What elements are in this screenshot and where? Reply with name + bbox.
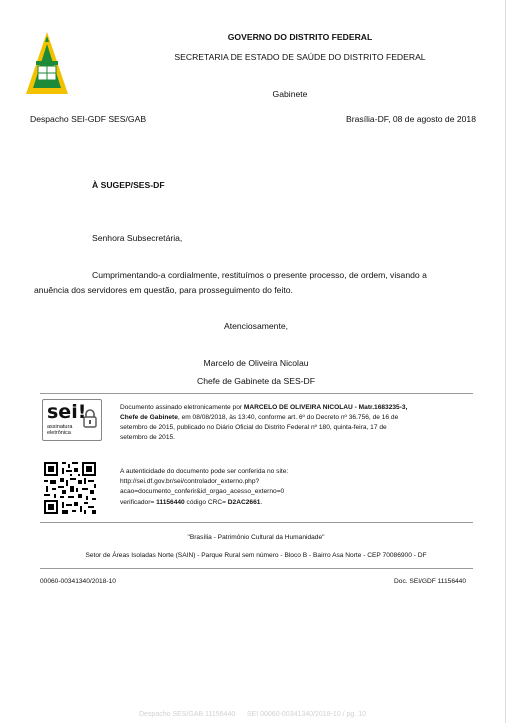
process-reference: 00060-00341340/2018-10 xyxy=(40,578,116,585)
signer-name-bold: MARCELO DE OLIVEIRA NICOLAU - Matr.1683235-3, xyxy=(243,404,408,411)
signature-line-2 xyxy=(120,413,398,422)
document-reference: Despacho SEI-GDF SES/GAB xyxy=(30,114,147,124)
document-number: Doc. SEI/GDF 11156440 xyxy=(394,578,466,585)
signer-title: Chefe de Gabinete da SES-DF xyxy=(197,376,315,386)
paragraph-line-1: Cumprimentando-a cordialmente, restituímos o presente processo, de ordem, visando a xyxy=(92,270,427,280)
qr-code xyxy=(42,460,98,516)
divider xyxy=(40,568,473,569)
sei-logo-text: sei! xyxy=(47,401,87,423)
signer-role-bold: Chefe de Gabinete xyxy=(120,414,178,421)
paragraph-line-2: anuência dos servidores em questão, para prosseguimento do feito. xyxy=(34,285,293,295)
signature-line-1a: Documento assinado eletronicamente por xyxy=(120,404,244,411)
page-edge xyxy=(505,0,506,723)
header-secretariat: SECRETARIA DE ESTADO DE SAÚDE DO DISTRITO FEDERAL xyxy=(174,52,426,62)
closing: Atenciosamente, xyxy=(223,321,288,331)
place-date: Brasília-DF, 08 de agosto de 2018 xyxy=(346,114,476,124)
verification-line-1: A autenticidade do documento pode ser conferida no site: xyxy=(120,468,289,475)
coat-of-arms-logo xyxy=(24,30,70,100)
verifier-label: verificador= xyxy=(120,499,157,506)
signature-line-3: setembro de 2015, publicado no Diário Oficial do Distrito Federal nº 180, quinta-feira, 17 de xyxy=(120,424,387,431)
salutation: Senhora Subsecretária, xyxy=(92,233,183,243)
verification-url-line-1: http://sei.df.gov.br/sei/controlador_externo.php? xyxy=(120,478,260,485)
signature-line-2b: , em 08/08/2018, às 13:40, conforme art. 6º do Decreto nº 36.756, de 16 de xyxy=(177,414,399,421)
footer-motto: "Brasília - Patrimônio Cultural da Humanidade" xyxy=(187,534,325,541)
verifier-code: 11156440 xyxy=(156,499,185,506)
divider xyxy=(40,393,473,394)
signer-name: Marcelo de Oliveira Nicolau xyxy=(203,358,309,368)
lock-icon xyxy=(83,408,97,428)
crc-label: código CRC= xyxy=(184,499,228,506)
verification-url-line-2: acao=documento_conferir&id_orgao_acesso_externo=0 xyxy=(120,488,285,495)
signature-line-1 xyxy=(120,403,407,412)
divider xyxy=(40,522,473,523)
sei-logo-sub2: eletrônica xyxy=(47,430,71,436)
page-watermark: Despacho SES/GAB 11156440 SEI 00060-00341340/2018-10 / pg. 10 xyxy=(138,711,367,718)
verification-line-4 xyxy=(120,498,262,507)
crc-code: D2AC2661 xyxy=(227,499,261,506)
footer-address: Setor de Áreas Isoladas Norte (SAIN) - Parque Rural sem número - Bloco B - Bairro Asa Norte - CEP 70086900 - DF xyxy=(85,552,427,559)
header-government: GOVERNO DO DISTRITO FEDERAL xyxy=(227,32,373,42)
sei-logo-sub1: assinatura xyxy=(47,424,73,430)
signature-line-4: setembro de 2015. xyxy=(120,434,175,441)
sei-signature-logo xyxy=(42,399,102,441)
addressee: À SUGEP/SES-DF xyxy=(92,180,165,190)
verification-end: . xyxy=(260,499,263,506)
header-unit: Gabinete xyxy=(272,89,308,99)
